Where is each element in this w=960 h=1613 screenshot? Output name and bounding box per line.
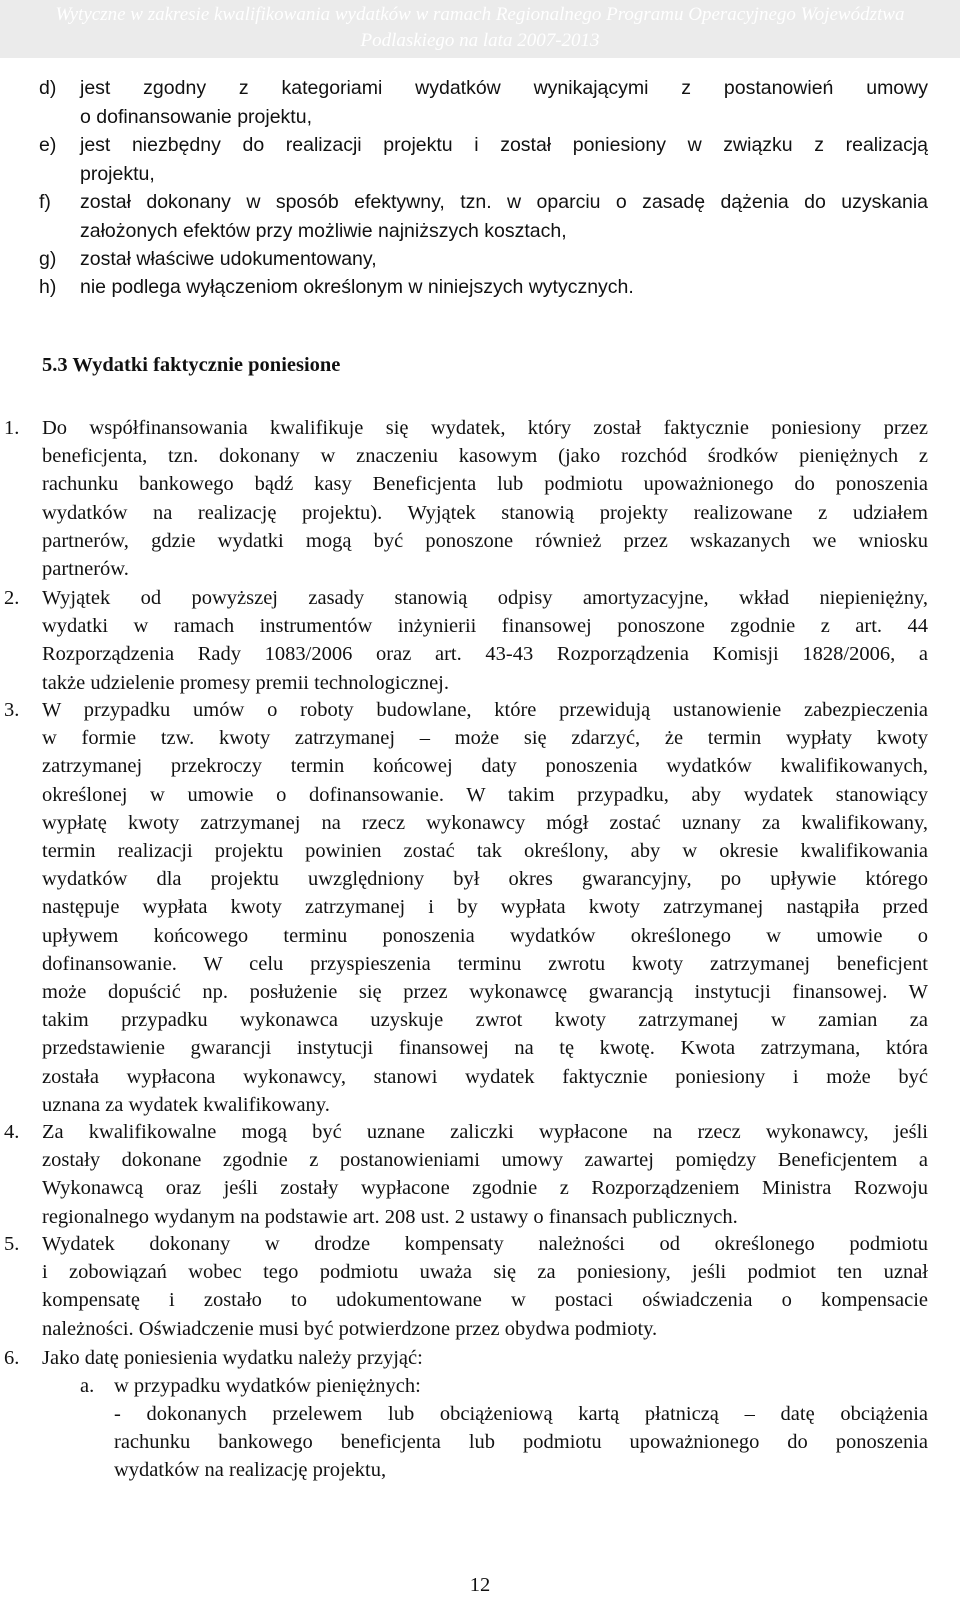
list-item-line: o dofinansowanie projektu, [80,105,312,128]
numbered-item-line: rachunku bankowego bądź kasy Beneficjenta lub podmiotu upoważnionego do ponoszenia [42,473,928,496]
numbered-item-line: Do współfinansowania kwalifikuje się wydatek, który został faktycznie poniesiony przez [42,417,928,439]
numbered-item-line: należności. Oświadczenie musi być potwierdzone przez obydwa podmioty. [42,1317,658,1340]
numbered-item-line: beneficjenta, tzn. dokonany w znaczeniu kasowym (jako rozchód środków pieniężnych z [42,445,928,468]
numbered-item-line: wydatki w ramach instrumentów inżynierii finansowej ponoszone zgodnie z art. 44 [42,615,928,638]
list-item-line: nie podlega wyłączeniom określonym w niniejszych wytycznych. [80,276,634,298]
numbered-item-line: wypłatę kwoty zatrzymanej na rzecz wykonawcy mógł zostać uznany za kwalifikowany, [42,811,928,834]
numbered-item-line: przedstawienie gwarancji instytucji finansowej na tę kwotę. Kwota zatrzymana, która [42,1037,928,1060]
list-item-label: d) [39,77,57,99]
numbered-item-label: 1. [4,417,20,439]
numbered-item-line: Wykonawcą oraz jeśli zostały wypłacone zgodnie z Rozporządzeniem Ministra Rozwoju [42,1177,928,1200]
sub-item-label: a. [80,1375,95,1397]
section-heading: 5.3 Wydatki faktycznie poniesione [42,354,341,376]
numbered-item-line: może dopuścić np. posłużenie się przez wykonawcę gwarancją instytucji finansowej. W [42,981,928,1003]
numbered-item-line: partnerów, gdzie wydatki mogą być ponoszone również przez wskazanych we wniosku [42,529,928,552]
numbered-item-line: kompensatę i zostało to udokumentowane w postaci oświadczenia o kompensacie [42,1289,928,1312]
list-item-line: założonych efektów przy możliwie najniższych kosztach, [80,219,567,242]
numbered-item-label: 4. [4,1121,20,1143]
numbered-item-label: 5. [4,1233,20,1255]
dash-item-line: - dokonanych przelewem lub obciążeniową kartą płatniczą – datę obciążenia [114,1403,928,1425]
numbered-item-label: 6. [4,1347,20,1369]
numbered-item-line: Za kwalifikowalne mogą być uznane zaliczki wypłacone na rzecz wykonawcy, jeśli [42,1121,928,1143]
numbered-item-line: dofinansowanie. W celu przyspieszenia terminu zwrotu kwoty zatrzymanej beneficjent [42,952,928,975]
list-item-line: został dokonany w sposób efektywny, tzn. w oparciu o zasadę dążenia do uzyskania [80,191,928,213]
numbered-item-line: takim przypadku wykonawca uzyskuje zwrot kwoty zatrzymanej w zamian za [42,1009,928,1032]
numbered-item-label: 3. [4,699,20,721]
numbered-item-line: w formie tzw. kwoty zatrzymanej – może się zdarzyć, że termin wypłaty kwoty [42,727,928,750]
numbered-item-line: regionalnego wydanym na podstawie art. 208 ust. 2 ustawy o finansach publicznych. [42,1205,738,1228]
numbered-item-line: i zobowiązań wobec tego podmiotu uważa się za poniesiony, jeśli podmiot ten uznał [42,1261,928,1284]
numbered-item-line: partnerów. [42,558,129,580]
dash-item-line: rachunku bankowego beneficjenta lub podmiotu upoważnionego do ponoszenia [114,1431,928,1454]
header-line-2: Podlaskiego na lata 2007-2013 [360,30,600,51]
numbered-item-line: wydatków na realizację projektu). Wyjątek stanowią projekty realizowane z udziałem [42,501,928,524]
numbered-item-line: określonej w umowie o dofinansowanie. W takim przypadku, aby wydatek stanowiący [42,783,928,806]
numbered-item-line: zatrzymanej przekroczy termin końcowej daty ponoszenia wydatków kwalifikowanych, [42,755,928,778]
header-line-1: Wytyczne w zakresie kwalifikowania wydatków w ramach Regionalnego Programu Operacyjnego Województwa [55,4,905,25]
numbered-item-line: także udzielenie promesy premii technologicznej. [42,671,449,694]
list-item-label: f) [39,191,51,213]
numbered-item-line: została wypłacona wykonawcy, stanowi wydatek faktycznie poniesiony i może być [42,1065,928,1088]
numbered-item-line: Jako datę poniesienia wydatku należy przyjąć: [42,1347,423,1369]
dash-item-line: wydatków na realizację projektu, [114,1459,387,1482]
list-item-line: jest niezbędny do realizacji projektu i został poniesiony w związku z realizacją [80,134,928,156]
numbered-item-line: wydatków dla projektu uwzględniony był okres gwarancyjny, po upływie którego [42,868,928,891]
page-number: 12 [469,1574,491,1596]
running-header [0,0,960,58]
list-item-label: h) [39,276,57,298]
numbered-item-line: Wyjątek od powyższej zasady stanowią odpisy amortyzacyjne, wkład niepieniężny, [42,587,928,609]
list-item-label: e) [39,134,57,156]
numbered-item-line: upływem końcowego terminu ponoszenia wydatków określonego w umowie o [42,924,928,947]
sub-item-line: w przypadku wydatków pieniężnych: [114,1375,421,1397]
numbered-item-line: zostały dokonane zgodnie z postanowieniami umowy zawartej pomiędzy Beneficjentem a [42,1149,928,1172]
list-item-line: jest zgodny z kategoriami wydatków wynikającymi z postanowień umowy [80,77,928,99]
numbered-item-line: Rozporządzenia Rady 1083/2006 oraz art. 43-43 Rozporządzenia Komisji 1828/2006, a [42,643,928,666]
numbered-item-line: W przypadku umów o roboty budowlane, które przewidują ustanowienie zabezpieczenia [42,699,928,721]
numbered-item-line: termin realizacji projektu powinien zostać tak określony, aby w okresie kwalifikowania [42,840,928,862]
list-item-line: został właściwe udokumentowany, [80,248,377,270]
list-item-label: g) [39,248,57,270]
numbered-item-line: Wydatek dokonany w drodze kompensaty należności od określonego podmiotu [42,1233,928,1255]
numbered-item-line: następuje wypłata kwoty zatrzymanej i by wypłata kwoty zatrzymanej nastąpiła przed [42,896,928,919]
list-item-line: projektu, [80,162,155,185]
numbered-item-line: uznana za wydatek kwalifikowany. [42,1093,330,1116]
numbered-item-label: 2. [4,587,20,609]
